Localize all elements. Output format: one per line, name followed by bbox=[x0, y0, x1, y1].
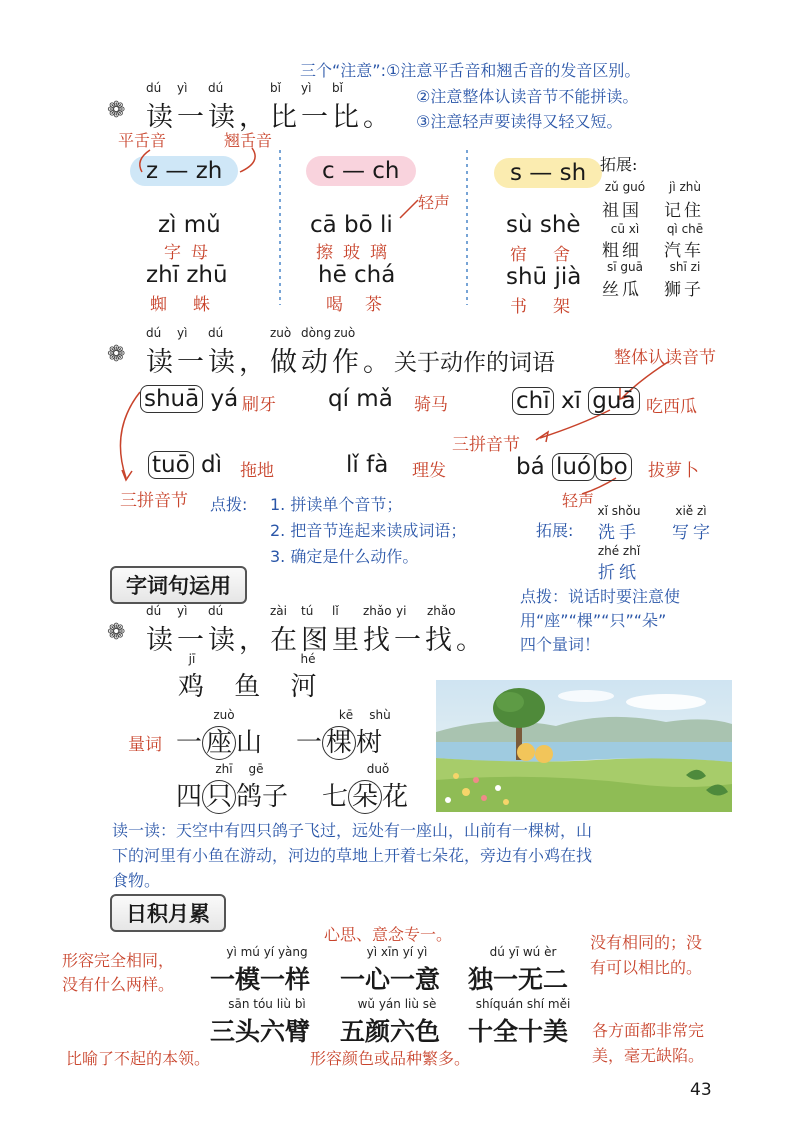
sec2-ext-py-2: xiě zì bbox=[675, 504, 707, 518]
note-unique-2: 有可以相比的。 bbox=[590, 958, 703, 977]
ext-hz-6: 狮子 bbox=[664, 280, 704, 300]
sec3-tip-1: 点拨：说话时要注意使 bbox=[520, 587, 681, 606]
sec2-tip-1: 1. 拼读单个音节； bbox=[270, 495, 403, 514]
label-light-tone-2: 轻声 bbox=[562, 491, 595, 510]
word-lifa-hz: 理发 bbox=[412, 461, 446, 481]
flower-bullet-icon: ❁ bbox=[107, 620, 126, 645]
ext-hz-5: 丝瓜 bbox=[602, 280, 642, 300]
label-whole-syllable: 整体认读音节 bbox=[614, 348, 716, 368]
sec2-ext-hz-3: 折纸 bbox=[598, 563, 640, 583]
col1-row2-hz: 蜘蛛 bbox=[150, 295, 236, 315]
sec2-title: 读一读，做动作。 bbox=[146, 347, 394, 378]
row1-py-ji: jī bbox=[188, 652, 196, 666]
note-perfect-1: 各方面都非常完 bbox=[592, 1021, 705, 1040]
note-perfect-2: 美，毫无缺陷。 bbox=[592, 1046, 705, 1065]
idiom-2-py: yì xīn yí yì bbox=[366, 945, 428, 959]
note-unique-1: 没有相同的；没 bbox=[590, 933, 703, 952]
sec1-ext-title: 拓展: bbox=[600, 155, 638, 174]
word-qima-hz: 骑马 bbox=[414, 395, 448, 415]
banner-daily-accumulation: 日积月累 bbox=[110, 894, 226, 932]
ext-py-2: jì zhù bbox=[669, 180, 701, 194]
ext-hz-3: 粗细 bbox=[602, 241, 642, 261]
label-three-part-2: 三拼音节 bbox=[120, 491, 188, 511]
flower-bullet-icon: ❁ bbox=[107, 98, 126, 123]
sec2-tips-title: 点拨: bbox=[210, 495, 248, 514]
idiom-4-py: sān tóu liù bì bbox=[228, 997, 306, 1011]
row3-py-zhi: zhī bbox=[215, 762, 233, 776]
col1-row1-hz: 字母 bbox=[164, 243, 218, 263]
ext-py-1: zǔ guó bbox=[604, 180, 646, 194]
word-tuodi-hz: 拖地 bbox=[240, 461, 274, 481]
note-colors: 形容颜色或品种繁多。 bbox=[310, 1049, 471, 1068]
sec3-read-line-1: 读一读：天空中有四只鸽子飞过，远处有一座山，山前有一棵树，山 bbox=[112, 821, 593, 840]
row3-phrase: 四 只 鸽子 七 朵 花 bbox=[176, 782, 409, 812]
sec2-ext-hz-1: 洗手 bbox=[598, 523, 640, 543]
row1-words: 鸡 鱼 河 bbox=[178, 672, 317, 702]
word-shuaya: shuā yá bbox=[140, 386, 238, 412]
page-number: 43 bbox=[690, 1080, 712, 1100]
col3-row1-py: sù shè bbox=[506, 212, 581, 238]
col2-row1-py: cā bō li bbox=[310, 212, 393, 238]
idiom-3-py: dú yī wú èr bbox=[489, 945, 557, 959]
pair-z-zh: z — zh bbox=[130, 156, 238, 186]
word-shuaya-hz: 刷牙 bbox=[242, 395, 276, 415]
idiom-3: 独一无二 bbox=[468, 965, 569, 994]
note-abilities: 比喻了不起的本领。 bbox=[66, 1049, 211, 1068]
word-lifa: lǐ fà bbox=[346, 452, 389, 478]
idiom-6-py: shíquán shí měi bbox=[475, 997, 571, 1011]
col1-row1-py: zì mǔ bbox=[158, 212, 221, 238]
idiom-1-py: yì mú yí yàng bbox=[226, 945, 308, 959]
col1-row2-py: zhī zhū bbox=[146, 262, 228, 288]
sec2-ext-py-1: xǐ shǒu bbox=[597, 504, 641, 518]
note-identical-2: 没有什么两样。 bbox=[62, 975, 175, 994]
col3-row2-py: shū jià bbox=[506, 264, 582, 290]
sec2-arrows bbox=[0, 0, 800, 520]
landscape-illustration bbox=[436, 680, 732, 812]
pair-c-ch: c — ch bbox=[306, 156, 416, 186]
row2-py-zuo: zuò bbox=[213, 708, 235, 722]
word-chixigua-hz: 吃西瓜 bbox=[646, 397, 697, 417]
note-whole-heart: 心思、意念专一。 bbox=[324, 925, 453, 944]
sec3-title: 读一读，在图里找一找。 bbox=[146, 625, 487, 656]
sec2-tip-3: 3. 确定是什么动作。 bbox=[270, 547, 419, 566]
sec2-ext-py-3: zhé zhǐ bbox=[597, 544, 641, 558]
col2-row2-py: hē chá bbox=[318, 262, 396, 288]
attention-item-2: ②注意整体认读音节不能拼读。 bbox=[416, 87, 639, 106]
word-qima: qí mǎ bbox=[328, 386, 393, 412]
banner-word-sentence-use: 字词句运用 bbox=[110, 566, 247, 604]
idiom-5: 五颜六色 bbox=[340, 1017, 441, 1046]
word-baluobo: bá luó bo bbox=[516, 454, 632, 480]
ext-hz-1: 祖国 bbox=[602, 201, 642, 221]
ext-py-5: sī guā bbox=[607, 260, 643, 274]
sec2-ext-title: 拓展: bbox=[536, 521, 574, 540]
idiom-5-py: wǔ yán liù sè bbox=[357, 997, 437, 1011]
sec1-title: 读一读，比一比。 bbox=[146, 102, 394, 133]
ext-py-3: cū xì bbox=[610, 222, 640, 236]
ext-py-6: shī zi bbox=[669, 260, 701, 274]
label-light-tone-1: 轻声 bbox=[418, 193, 451, 212]
sec2-side-note: 关于动作的词语 bbox=[394, 350, 555, 376]
ext-py-4: qì chē bbox=[666, 222, 704, 236]
word-chixigua: chī xī guā bbox=[512, 388, 640, 414]
sec3-tip-3: 四个量词！ bbox=[520, 635, 601, 654]
sec3-read-line-3: 食物。 bbox=[112, 871, 161, 890]
word-baluobo-hz: 拔萝卜 bbox=[648, 461, 699, 481]
row3-py-duo: duǒ bbox=[366, 762, 390, 776]
idiom-2: 一心一意 bbox=[340, 965, 441, 994]
row2-phrase: 一 座 山 一 棵 树 bbox=[176, 728, 383, 758]
label-curled-tongue: 翘舌音 bbox=[224, 131, 273, 150]
sec2-ext-hz-2: 写字 bbox=[672, 523, 714, 543]
idiom-6: 十全十美 bbox=[468, 1017, 569, 1046]
row2-py-shu: shù bbox=[369, 708, 391, 722]
attention-item-3: ③注意轻声要读得又轻又短。 bbox=[416, 112, 623, 131]
col3-row2-hz: 书架 bbox=[510, 297, 596, 317]
sec2-tip-2: 2. 把音节连起来读成词语； bbox=[270, 521, 467, 540]
col2-row2-hz: 喝茶 bbox=[326, 295, 404, 315]
label-three-part-1: 三拼音节 bbox=[452, 435, 520, 455]
attention-title: 三个“注意”: bbox=[300, 61, 386, 80]
idiom-4: 三头六臂 bbox=[210, 1017, 311, 1046]
pair-s-sh: s — sh bbox=[494, 158, 602, 188]
label-measure-word: 量词 bbox=[128, 735, 162, 755]
sec2-title-py: dú yì dú zuò dòng zuò bbox=[146, 326, 356, 340]
label-flat-tongue: 平舌音 bbox=[118, 131, 167, 150]
ext-hz-4: 汽车 bbox=[664, 241, 704, 261]
row3-py-ge: gē bbox=[248, 762, 264, 776]
note-identical-1: 形容完全相同， bbox=[62, 951, 175, 970]
idiom-1: 一模一样 bbox=[210, 965, 311, 994]
col3-row1-hz: 宿舍 bbox=[510, 245, 596, 265]
flower-bullet-icon: ❁ bbox=[107, 342, 126, 367]
row1-py-he: hé bbox=[300, 652, 316, 666]
row2-py-ke: kē bbox=[338, 708, 354, 722]
attention-item-1: ①注意平舌音和翘舌音的发音区别。 bbox=[385, 61, 641, 80]
ext-hz-2: 记住 bbox=[664, 201, 704, 221]
sec1-title-py: dú yì dú bǐ yì bǐ bbox=[146, 81, 343, 95]
sec3-read-line-2: 下的河里有小鱼在游动，河边的草地上开着七朵花，旁边有小鸡在找 bbox=[112, 846, 593, 865]
sec3-tip-2: 用“座”“棵”“只”“朵” bbox=[520, 611, 667, 630]
col2-row1-hz: 擦玻璃 bbox=[316, 243, 397, 263]
sec3-title-py: dú yì dú zài tú lǐ zhǎo yi zhǎo bbox=[146, 604, 456, 618]
word-tuodi: tuō dì bbox=[148, 452, 222, 478]
